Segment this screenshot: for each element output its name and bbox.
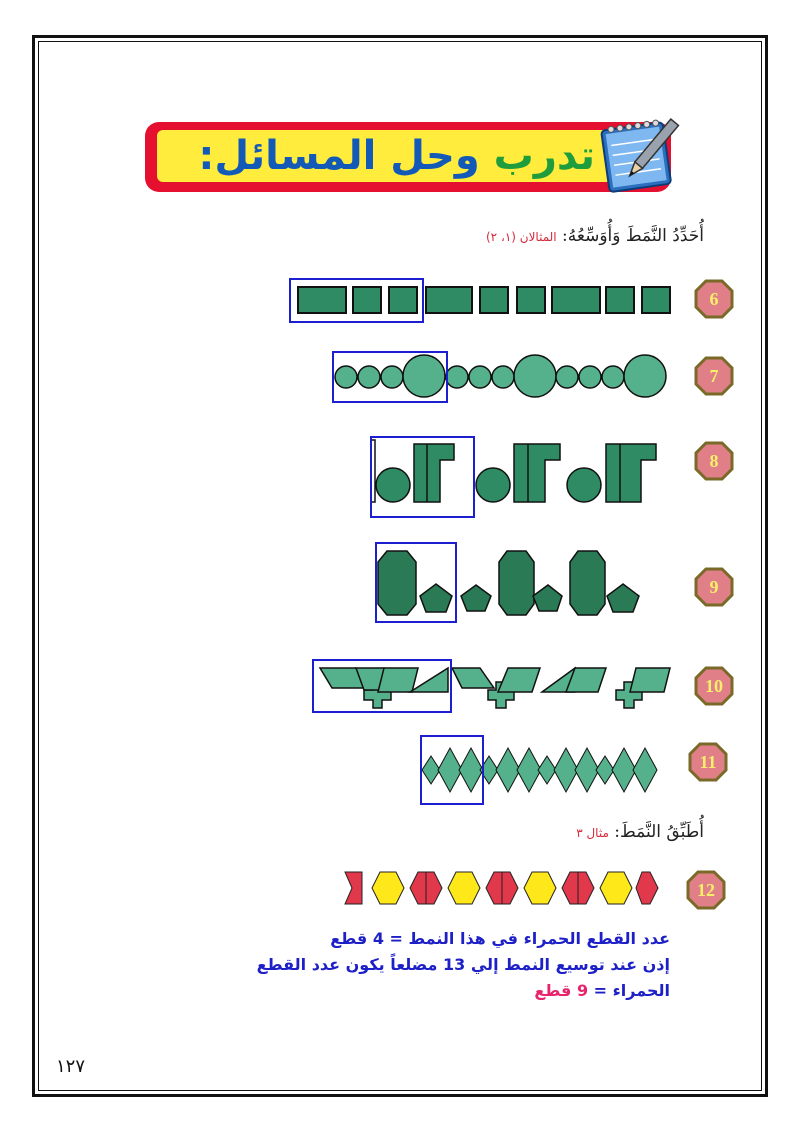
- page-title: [165, 126, 595, 186]
- answer-result: 9 قطع: [534, 981, 589, 1000]
- example-reference: مثال ٣: [576, 826, 609, 840]
- answer-line-3: [230, 978, 670, 1004]
- problem-number-9: 9: [694, 567, 734, 607]
- section-heading-identify: [486, 226, 704, 246]
- section-heading-text: أُطَبِّقُ النَّمَطَ:: [614, 822, 704, 842]
- problem-number-11: 11: [688, 742, 728, 782]
- example-reference: المثالان (١، ٢): [485, 230, 557, 244]
- problem-number-10: 10: [694, 666, 734, 706]
- answer-text: [230, 926, 670, 1004]
- page-number: ١٢٧: [56, 1056, 86, 1077]
- section-heading-apply: [576, 822, 704, 842]
- problem-number-7: 7: [694, 356, 734, 396]
- title-banner: [143, 118, 675, 196]
- problem-number-6: 6: [694, 279, 734, 319]
- answer-line-3-label: الحمراء =: [588, 981, 670, 1000]
- title-word-green: تدرب: [493, 133, 595, 179]
- problem-number-8: 8: [694, 441, 734, 481]
- notepad-pencil-icon: [591, 112, 683, 198]
- answer-line-2: إذن عند توسيع النمط إلي 13 مضلعاً يكون عدد القطع: [256, 955, 670, 974]
- section-heading-text: أُحَدِّدُ النَّمَطَ وَأُوَسِّعُهُ:: [562, 226, 704, 246]
- problem-number-12: 12: [686, 870, 726, 910]
- answer-line-1: عدد القطع الحمراء في هذا النمط = 4 قطع: [330, 929, 670, 948]
- title-word-blue: وحل المسائل:: [198, 133, 480, 179]
